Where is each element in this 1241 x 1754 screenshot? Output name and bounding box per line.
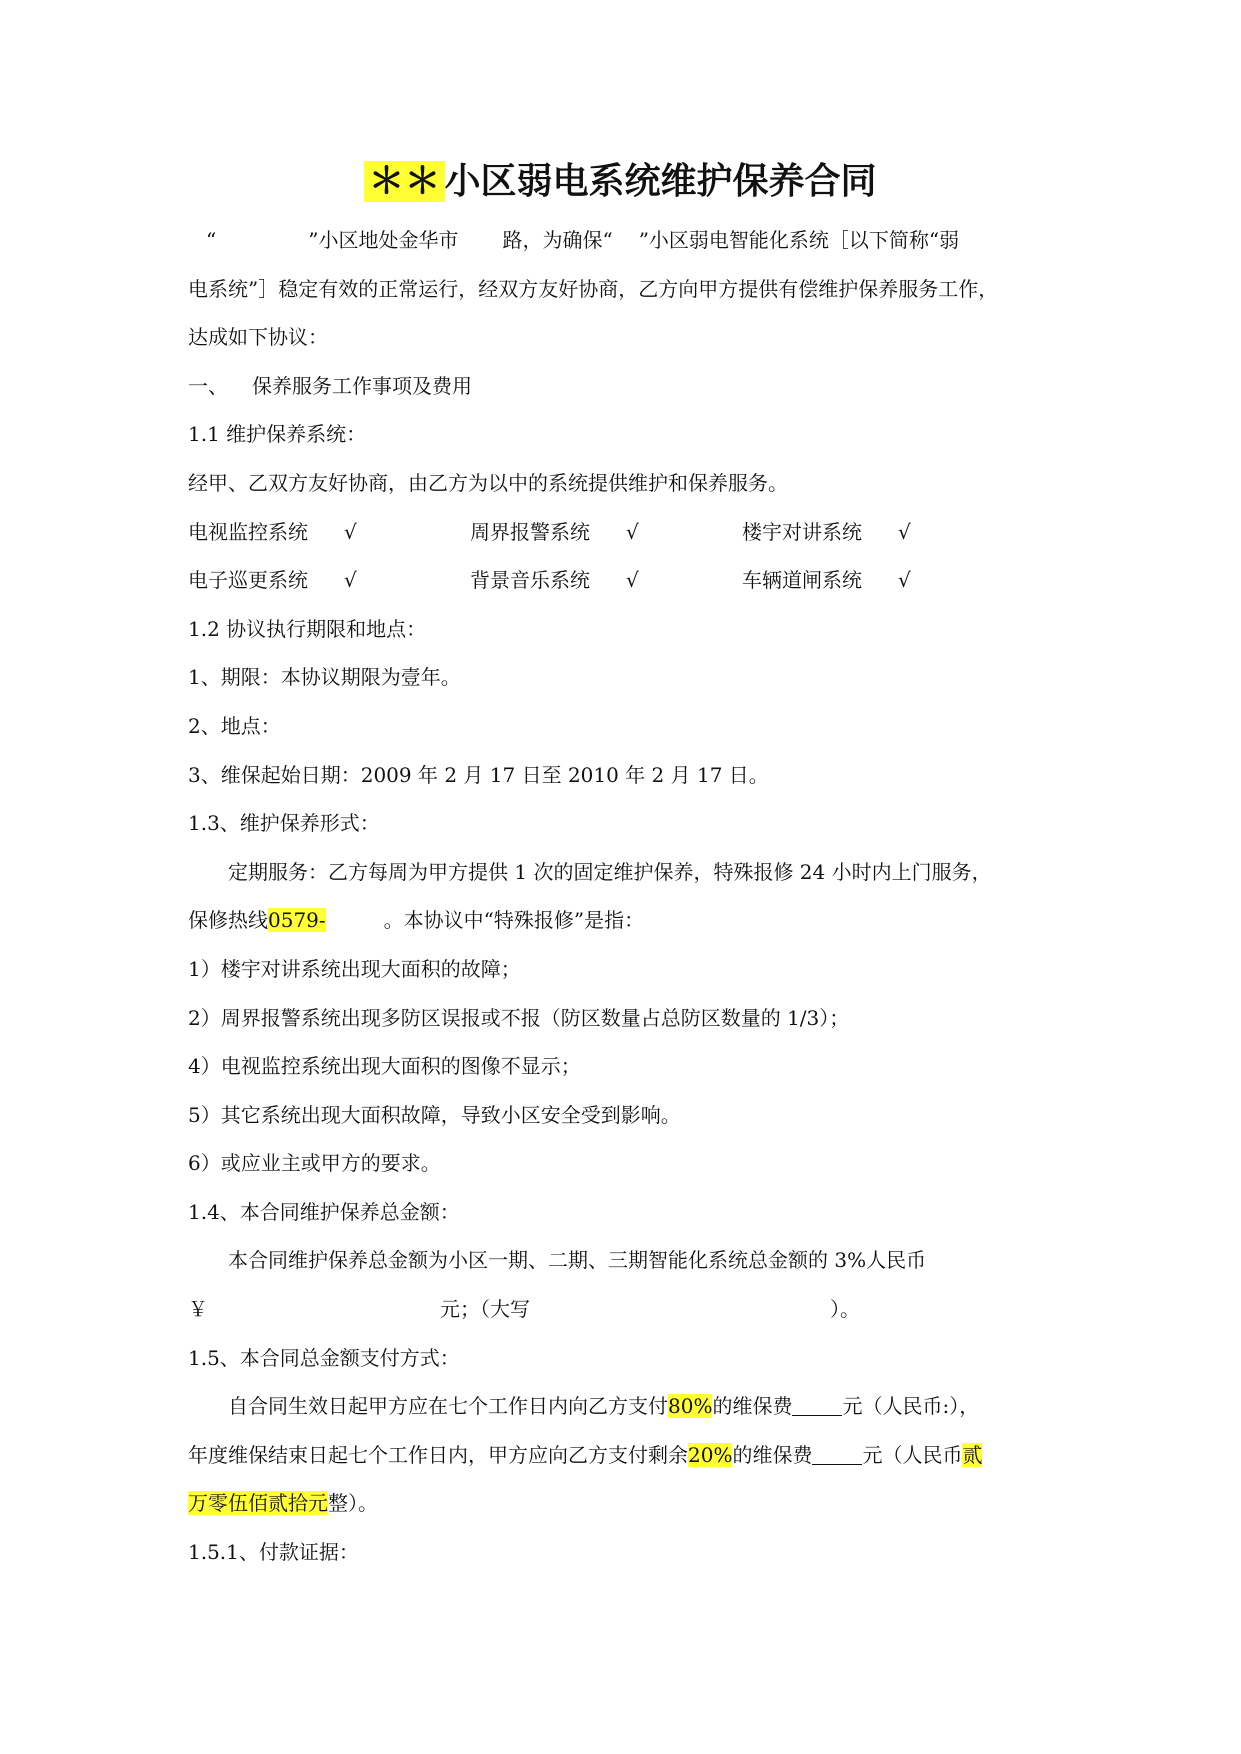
hotline-number: 0579- xyxy=(268,908,326,933)
document-body xyxy=(188,216,1054,1577)
systems-row-2 xyxy=(188,556,1054,605)
system-item: 电子巡更系统 √ xyxy=(188,556,470,605)
yen-sign: ￥ xyxy=(188,1297,208,1322)
system-item: 楼宇对讲系统 √ xyxy=(742,508,911,557)
intro-line-3: 达成如下协议： xyxy=(188,325,328,350)
payment-line-1: 自合同生效日起甲方应在七个工作日内向乙方支付80%的维保费 元（人民币:）， xyxy=(228,1394,980,1419)
check-mark: √ xyxy=(344,519,357,544)
section-1-1-title: 1.1 维护保养系统： xyxy=(188,422,367,447)
total-amount-paragraph: 本合同维护保养总金额为小区一期、二期、三期智能化系统总金额的 3%人民币 xyxy=(228,1248,927,1273)
check-mark: √ xyxy=(344,568,357,593)
section-1-2-title: 1.2 协议执行期限和地点： xyxy=(188,616,427,641)
amount-words-highlight: 万零伍佰贰拾元 xyxy=(188,1491,328,1516)
special-repair-item: 2）周界报警系统出现多防区误报或不报（防区数量占总防区数量的 1/3）； xyxy=(188,1005,850,1030)
section-1-1-desc: 经甲、乙双方友好协商，由乙方为以中的系统提供维护和保养服务。 xyxy=(188,470,788,495)
special-repair-item: 5）其它系统出现大面积故障，导致小区安全受到影响。 xyxy=(188,1102,681,1127)
date-item: 3、维保起始日期：2009 年 2 月 17 日至 2010 年 2 月 17 日。 xyxy=(188,762,769,787)
document-title xyxy=(0,156,1241,208)
amount-blank xyxy=(792,1393,842,1416)
title-highlight: ＊＊ xyxy=(364,161,444,202)
section-1-heading: 一、 保养服务工作事项及费用 xyxy=(188,373,472,398)
intro-line-2: 电系统”］稳定有效的正常运行，经双方友好协商，乙方向甲方提供有偿维护保养服务工作， xyxy=(188,276,999,301)
system-item: 周界报警系统 √ xyxy=(470,508,742,557)
check-mark: √ xyxy=(898,568,911,593)
payment-line-3: 万零伍佰贰拾元整）。 xyxy=(188,1491,378,1516)
special-repair-item: 6）或应业主或甲方的要求。 xyxy=(188,1151,441,1176)
check-mark: √ xyxy=(626,568,639,593)
system-item: 车辆道闸系统 √ xyxy=(742,556,911,605)
location-item: 2、地点： xyxy=(188,713,281,738)
payment-line-2: 年度维保结束日起七个工作日内，甲方应向乙方支付剩余20%的维保费 元（人民币贰 xyxy=(188,1442,983,1467)
amount-words-highlight: 贰 xyxy=(962,1442,983,1467)
system-item: 电视监控系统 √ xyxy=(188,508,470,557)
intro-line-1: “ ”小区地处金华市 路，为确保“ ”小区弱电智能化系统［以下简称“弱 xyxy=(206,228,960,252)
section-1-3-title: 1.3、维护保养形式： xyxy=(188,811,380,836)
check-mark: √ xyxy=(626,519,639,544)
term-item: 1、期限：本协议期限为壹年。 xyxy=(188,665,461,690)
check-mark: √ xyxy=(898,519,911,544)
service-paragraph: 定期服务：乙方每周为甲方提供 1 次的固定维护保养，特殊报修 24 小时内上门服务， xyxy=(228,859,992,884)
special-repair-item: 1）楼宇对讲系统出现大面积的故障； xyxy=(188,956,521,981)
hotline-line: 保修热线0579- 。本协议中“特殊报修”是指： xyxy=(188,908,645,933)
special-repair-item: 4）电视监控系统出现大面积的图像不显示； xyxy=(188,1054,581,1079)
percent-80: 80% xyxy=(668,1394,713,1419)
percent-20: 20% xyxy=(688,1442,733,1467)
amount-line: ￥ 元；（大写 ）。 xyxy=(188,1297,860,1322)
section-1-5-title: 1.5、本合同总金额支付方式： xyxy=(188,1345,460,1370)
section-1-5-1-title: 1.5.1、付款证据： xyxy=(188,1540,359,1565)
system-item: 背景音乐系统 √ xyxy=(470,556,742,605)
amount-blank xyxy=(812,1442,862,1465)
systems-row-1 xyxy=(188,508,1054,557)
title-text: 小区弱电系统维护保养合同 xyxy=(444,161,877,202)
section-1-4-title: 1.4、本合同维护保养总金额： xyxy=(188,1199,460,1224)
